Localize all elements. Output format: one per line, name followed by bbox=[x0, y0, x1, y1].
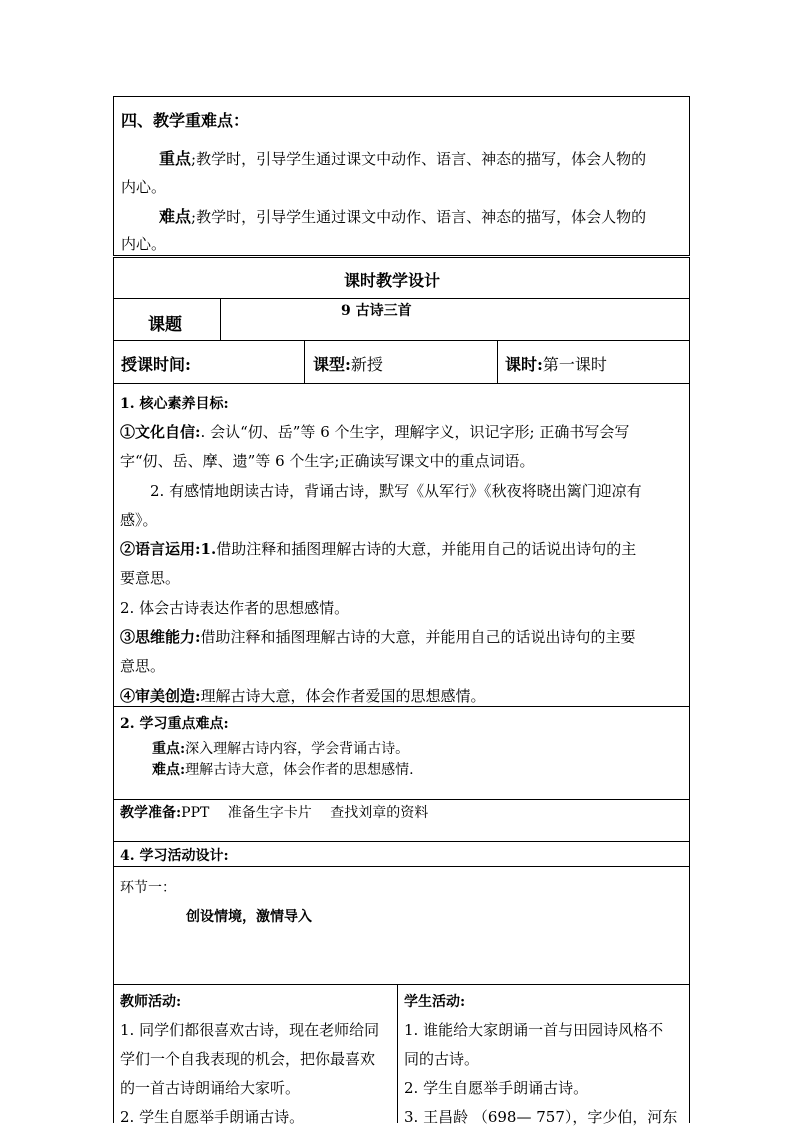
row-line bbox=[113, 383, 690, 384]
goal1-line2: 字“仞、岳、摩、遗”等 6 个生字;正确读写课文中的重点词语。 bbox=[120, 452, 535, 470]
prep-text: PPT 准备生字卡片 查找刘章的资料 bbox=[181, 805, 429, 821]
lesson-title: 课时教学设计 bbox=[344, 271, 441, 290]
time-label: 授课时间: bbox=[121, 355, 191, 374]
section4-diff-line1 bbox=[159, 204, 646, 227]
keypoints-heading: 2. 学习重点难点: bbox=[120, 716, 229, 732]
goal2-num: 1. bbox=[200, 540, 217, 558]
keypoints-key bbox=[152, 738, 409, 758]
goal2-text: 借助注释和插图理解古诗的大意，并能用自己的话说出诗句的主 bbox=[216, 540, 637, 558]
activity-stage-title: 创设情境，激情导入 bbox=[186, 909, 312, 925]
goal3-line2: 意思。 bbox=[120, 657, 166, 675]
student-line4: 3. 王昌龄 （698— 757），字少伯，河东 bbox=[404, 1108, 678, 1126]
col-line bbox=[397, 984, 398, 1123]
goal4-label: ④审美创造: bbox=[120, 687, 201, 705]
type-cell bbox=[313, 352, 383, 375]
type-value: 新授 bbox=[350, 355, 383, 374]
row-line bbox=[113, 841, 690, 842]
period-value: 第一课时 bbox=[542, 355, 607, 374]
section4-diff-line2: 内心。 bbox=[121, 235, 167, 253]
col-line bbox=[497, 340, 498, 383]
row-line bbox=[113, 298, 690, 299]
teacher-line2: 学们一个自我表现的机会，把你最喜欢 bbox=[120, 1050, 376, 1068]
goal4-text: 理解古诗大意，体会作者爱国的思想感情。 bbox=[200, 687, 486, 705]
goal1-line1 bbox=[120, 421, 629, 442]
goal2-line2: 要意思。 bbox=[120, 569, 181, 587]
type-label: 课型: bbox=[313, 355, 351, 374]
keypoints-diff-label: 难点: bbox=[152, 762, 186, 778]
goal1-label: ①文化自信: bbox=[120, 423, 201, 441]
goal1-text: . 会认“仞、岳”等 6 个生字，理解字义，识记字形; 正确书写会写 bbox=[200, 423, 630, 441]
prep-label: 教学准备: bbox=[120, 805, 182, 821]
col-line bbox=[304, 340, 305, 383]
row-line bbox=[113, 706, 690, 707]
section4-heading: 四、教学重难点： bbox=[121, 111, 250, 130]
student-heading: 学生活动: bbox=[404, 994, 466, 1010]
topic-label: 课题 bbox=[148, 315, 182, 335]
goals-heading: 1. 核心素养目标: bbox=[120, 396, 229, 412]
student-line3: 2. 学生自愿举手朗诵古诗。 bbox=[404, 1079, 589, 1097]
section4-diff-text: ;教学时，引导学生通过课文中动作、语言、神态的描写，体会人物的 bbox=[191, 208, 647, 226]
goal3-line1 bbox=[120, 626, 636, 647]
teacher-line3: 的一首古诗朗诵给大家听。 bbox=[120, 1079, 301, 1097]
teacher-heading: 教师活动: bbox=[120, 994, 182, 1010]
keypoints-key-text: 深入理解古诗内容，学会背诵古诗。 bbox=[185, 741, 410, 757]
row-line bbox=[113, 799, 690, 800]
section4-key-label: 重点 bbox=[159, 149, 192, 168]
topic-value: 9 古诗三首 bbox=[341, 303, 412, 319]
period-cell bbox=[505, 352, 607, 375]
col-line bbox=[220, 298, 221, 340]
activity-stage: 环节一： bbox=[120, 880, 176, 896]
goal2-label: ②语言运用: bbox=[120, 540, 201, 558]
row-line bbox=[113, 340, 690, 341]
teacher-line4: 2. 学生自愿举手朗诵古诗。 bbox=[120, 1108, 305, 1126]
goal2-line1 bbox=[120, 538, 636, 559]
section4-key-line1 bbox=[159, 146, 646, 169]
goal4-line bbox=[120, 685, 486, 706]
student-line1: 1. 谁能给大家朗诵一首与田园诗风格不 bbox=[404, 1021, 664, 1039]
section4-key-line2: 内心。 bbox=[121, 178, 167, 196]
row-line bbox=[113, 984, 690, 985]
goal3-text: 借助注释和插图理解古诗的大意，并能用自己的话说出诗句的主要 bbox=[200, 628, 636, 646]
goal2b-line: 2. 体会古诗表达作者的思想感情。 bbox=[120, 599, 350, 617]
section4-key-text: ;教学时，引导学生通过课文中动作、语言、神态的描写，体会人物的 bbox=[191, 150, 647, 168]
keypoints-diff bbox=[152, 759, 414, 779]
row-line bbox=[113, 866, 690, 867]
keypoints-diff-text: 理解古诗大意，体会作者的思想感情. bbox=[185, 762, 414, 778]
student-line2: 同的古诗。 bbox=[404, 1050, 480, 1068]
activity-heading: 4. 学习活动设计: bbox=[120, 848, 229, 864]
keypoints-key-label: 重点: bbox=[152, 741, 186, 757]
section4-diff-label: 难点 bbox=[159, 207, 192, 226]
prep-line bbox=[120, 802, 428, 822]
period-label: 课时: bbox=[505, 355, 543, 374]
teacher-line1: 1. 同学们都很喜欢古诗，现在老师给同 bbox=[120, 1021, 380, 1039]
goal1b-line1: 2. 有感情地朗读古诗，背诵古诗，默写《从军行》《秋夜将晓出篱门迎凉有 bbox=[150, 482, 642, 500]
goal3-label: ③思维能力: bbox=[120, 628, 201, 646]
goal1b-line2: 感》。 bbox=[120, 511, 158, 529]
